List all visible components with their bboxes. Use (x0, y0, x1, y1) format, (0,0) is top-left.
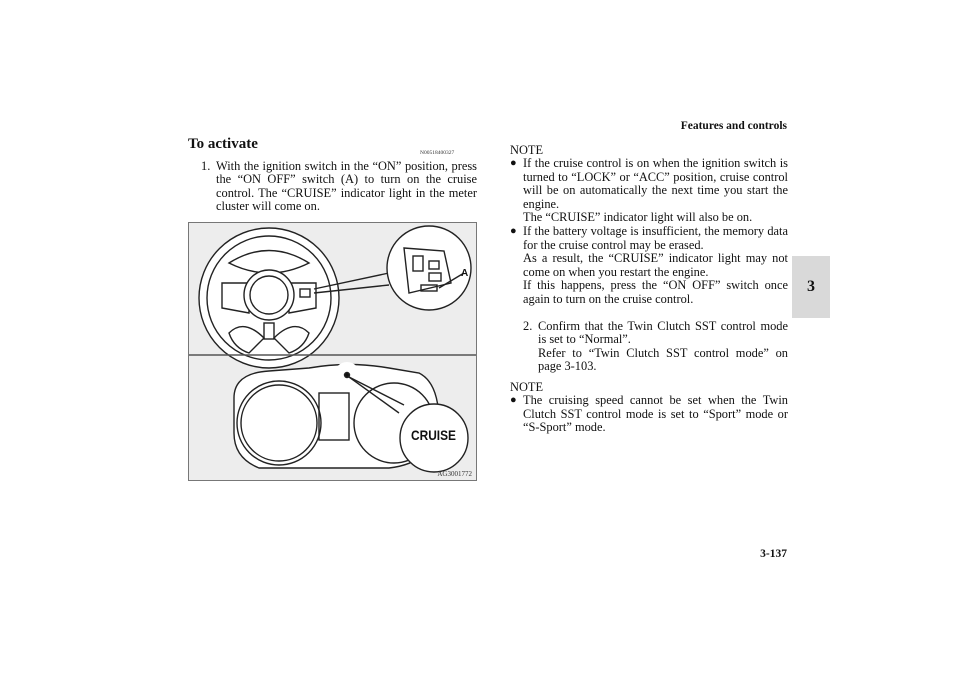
step-text: With the ignition switch in the “ON” position, press the “ON OFF” switch (A) to turn on the cruise control. The “CRUISE” indicator light in the meter cluster will come on. (216, 159, 477, 213)
note-text: The “CRUISE” indicator light will also be on. (523, 210, 753, 225)
switch-a-label: A (461, 268, 469, 279)
step-1 (201, 160, 477, 213)
note-bullet (510, 157, 788, 225)
note-text: If the cruise control is on when the ignition switch is turned to “LOCK” or “ACC” position, cruise control will be on automatically the next time you start the engine. (523, 156, 788, 211)
step-text: Confirm that the Twin Clutch SST control mode is set to “Normal”. (538, 318, 788, 347)
reference-code: N00518400327 (420, 150, 455, 156)
note-bullet (510, 225, 788, 307)
cruise-indicator-label: CRUISE (411, 427, 456, 443)
bullet-icon: ● (510, 393, 517, 406)
note-heading: NOTE (510, 143, 544, 157)
section-header: Features and controls (680, 120, 787, 132)
step-2 (510, 320, 788, 374)
bullet-icon: ● (510, 157, 517, 169)
cruise-control-figure (188, 222, 477, 481)
right-column (510, 143, 788, 435)
page-number: 3-137 (760, 548, 787, 560)
step-number: 1. (201, 159, 211, 173)
chapter-tab: 3 (792, 256, 830, 318)
note-text: As a result, the “CRUISE” indicator light may not come on when you restart the engine. (523, 251, 788, 279)
note-text: If the battery voltage is insufficient, the memory data for the cruise control may be erased. (523, 223, 788, 252)
note-heading: NOTE (510, 379, 544, 394)
figure-code: AG3001772 (437, 470, 472, 478)
step-number: 2. (523, 318, 533, 333)
note-text: The cruising speed cannot be set when the Twin Clutch SST control mode is set to “Sport” mode or “S-Sport” mode. (523, 392, 788, 435)
bullet-icon: ● (510, 224, 517, 237)
section-title: To activate (188, 136, 258, 152)
note-bullet (510, 394, 788, 435)
note-text: If this happens, press the “ON OFF” switch once again to turn on the cruise control. (523, 278, 788, 306)
step-reference: Refer to “Twin Clutch SST control mode” on page 3-103. (538, 345, 788, 374)
